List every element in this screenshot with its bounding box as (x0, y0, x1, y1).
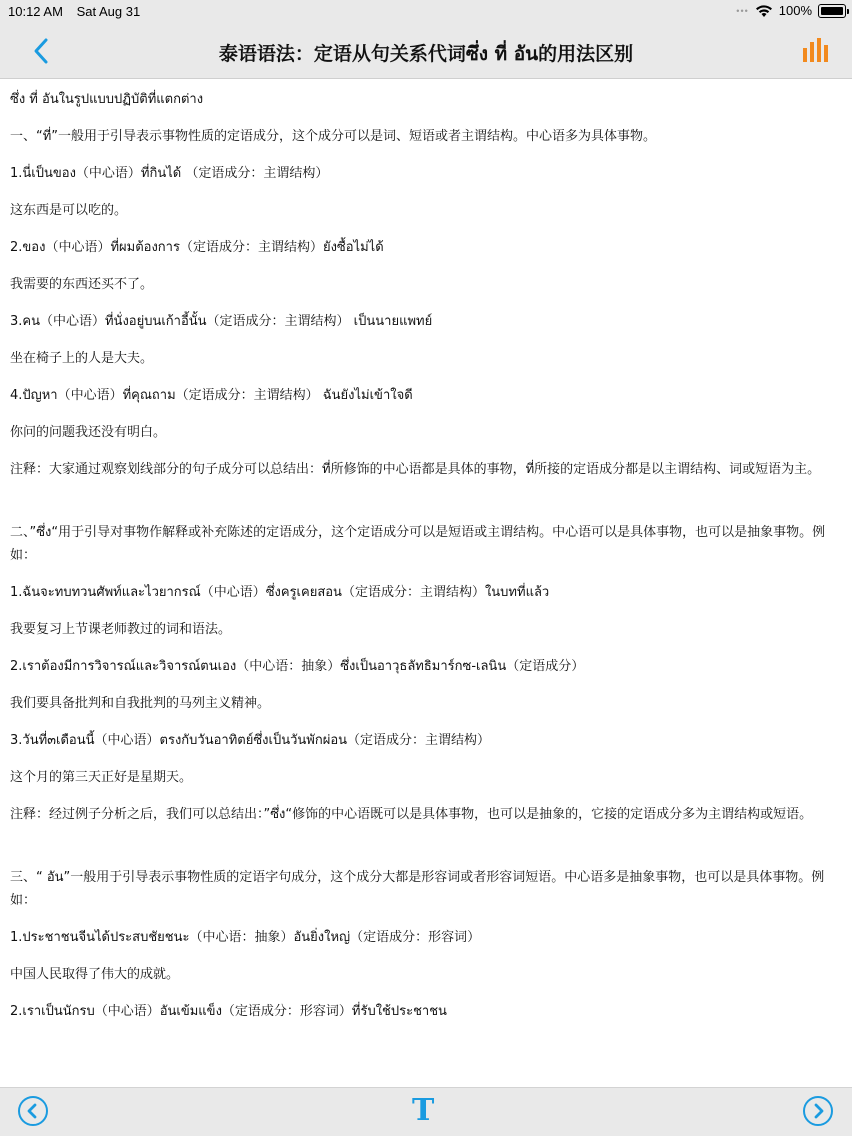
article-paragraph: 我需要的东西还买不了。 (10, 277, 154, 292)
article-content (10, 88, 838, 1086)
bar-chart-icon[interactable] (802, 36, 830, 64)
article-paragraph: 你问的问题我还没有明白。 (10, 425, 167, 440)
article-paragraph: 这东西是可以吃的。 (10, 203, 128, 218)
wifi-icon (755, 4, 773, 18)
article-paragraph: 4.ปัญหา（中心语）ที่คุณถาม（定语成分：主谓结构） ฉันยังไม่เข้าใจดี (10, 388, 413, 403)
article-paragraph: 注释：大家通过观察划线部分的句子成分可以总结出：ที่所修饰的中心语都是具体的事物，ที่所接的定语成分都是以主谓结构、词或短语为主。 (10, 462, 821, 477)
font-size-button[interactable]: T (412, 1093, 435, 1128)
article-paragraph: 3.วันที่๓เดือนนี้（中心语）ตรงกับวันอาทิตย์ซึ่งเป็นวันพักผ่อน（定语成分：主谓结构） (10, 733, 491, 748)
article-paragraph: 坐在椅子上的人是大夫。 (10, 351, 154, 366)
article-paragraph: 一、“ที่”一般用于引导表示事物性质的定语成分，这个成分可以是词、短语或者主谓结构。中心语多为具体事物。 (10, 129, 657, 144)
bottom-toolbar (0, 1087, 852, 1136)
status-date: Sat Aug 31 (76, 4, 141, 19)
article-paragraph: 三、“ อัน”一般用于引导表示事物性质的定语字句成分，这个成分大都是形容词或者形容词短语。中心语多是抽象事物，也可以是具体事物。例如： (10, 870, 825, 908)
multitasking-dots-icon: ••• (736, 5, 749, 16)
article-paragraph: 我们要具备批判和自我批判的马列主义精神。 (10, 696, 271, 711)
battery-percent: 100% (778, 3, 812, 18)
article-paragraph: 2.เราเป็นนักรบ（中心语）อันเข้มแข็ง（定语成分：形容词）ที่รับใช้ประชาชน (10, 1004, 447, 1019)
battery-icon (818, 4, 846, 18)
article-paragraph: 二、”ซึ่ง“用于引导对事物作解释或补充陈述的定语成分，这个定语成分可以是短语或主谓结构。中心语可以是具体事物，也可以是抽象事物。例如： (10, 525, 826, 563)
article-paragraph: 中国人民取得了伟大的成就。 (10, 967, 180, 982)
circle-chevron-right-icon (810, 1103, 826, 1119)
article-paragraph: 1.ประชาชนจีนได้ประสบชัยชนะ（中心语：抽象）อันยิ่งใหญ่（定语成分：形容词） (10, 930, 481, 945)
article-paragraph: ซึ่ง ที่ อันในรูปแบบปฏิบัติที่แตกต่าง (10, 92, 204, 107)
circle-chevron-left-icon (25, 1103, 41, 1119)
previous-button[interactable] (18, 1096, 48, 1126)
status-time: 10:12 AM (8, 4, 63, 19)
article-paragraph: 我要复习上节课老师教过的词和语法。 (10, 622, 232, 637)
article-paragraph: 1.ฉันจะทบทวนศัพท์และไวยากรณ์（中心语）ซึ่งครูเคยสอน（定语成分：主谓结构）ในบทที่แล้ว (10, 585, 550, 600)
status-right (736, 3, 846, 18)
next-button[interactable] (803, 1096, 833, 1126)
status-bar (0, 0, 852, 24)
article-paragraph: 1.นี่เป็นของ（中心语）ที่กินได้ （定语成分：主谓结构） (10, 166, 329, 181)
article-paragraph: 注释：经过例子分析之后，我们可以总结出：”ซึ่ง“修饰的中心语既可以是具体事物，也可以是抽象的，它接的定语成分多为主谓结构或短语。 (10, 807, 813, 822)
status-left (8, 4, 150, 19)
navigation-bar (0, 24, 852, 79)
article-paragraph: 2.เราต้องมีการวิจารณ์และวิจารณ์ตนเอง（中心语：抽象）ซึ่งเป็นอาวุธลัทธิมาร์กซ-เลนิน（定语成分） (10, 659, 585, 674)
article-paragraph: 2.ของ（中心语）ที่ผมต้องการ（定语成分：主谓结构）ยังซื้อไม่ได้ (10, 240, 384, 255)
article-paragraph: 3.คน（中心语）ที่นั่งอยู่บนเก้าอี้นั้น（定语成分：主谓结构） เป็นนายแพทย์ (10, 314, 433, 329)
page-title: 泰语语法：定语从句关系代词ซึ่ง ที่ อัน的用法区别 (218, 43, 634, 65)
article-paragraph: 这个月的第三天正好是星期天。 (10, 770, 193, 785)
